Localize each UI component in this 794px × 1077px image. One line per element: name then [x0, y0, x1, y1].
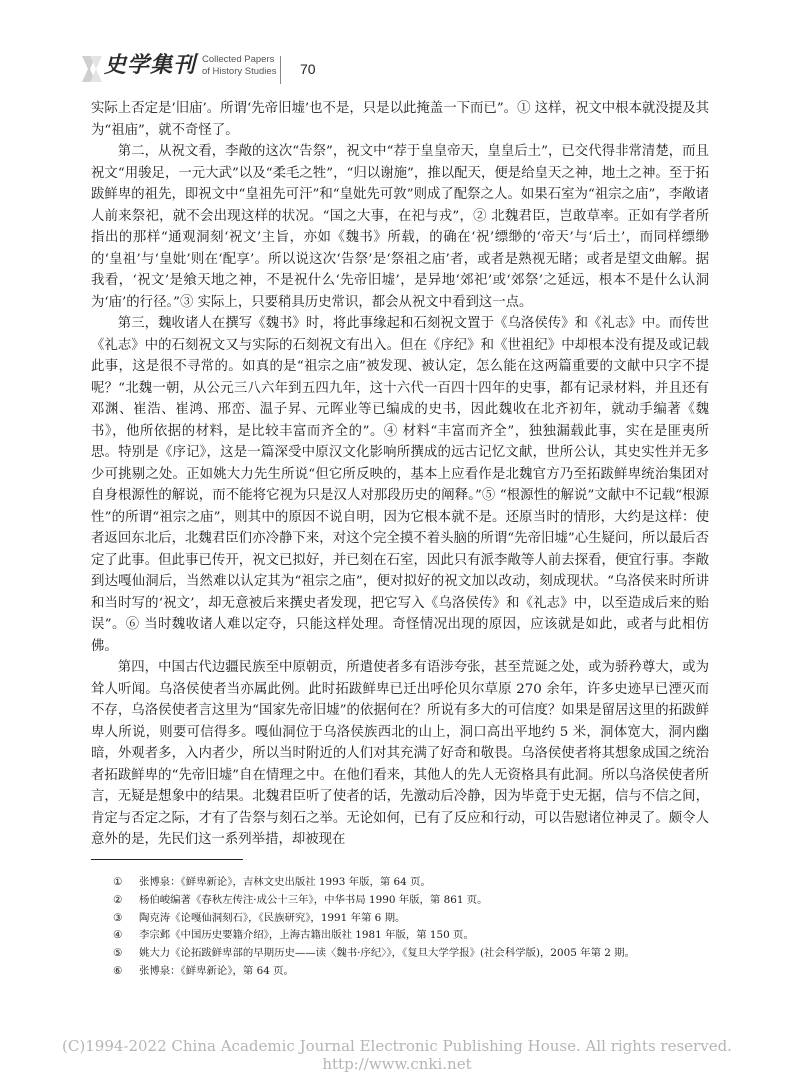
journal-title-cn: 史学集刊 — [104, 52, 197, 78]
footnote-mark: ④ — [113, 929, 123, 942]
footnote-item — [113, 892, 709, 910]
footnote-item — [113, 927, 709, 945]
footnote-mark: ③ — [113, 911, 123, 924]
footnote-text: 陶克涛《论嘎仙洞刻石》，《民族研究》，1991 年第 6 期。 — [139, 911, 406, 924]
paragraph: 第四，中国古代边疆民族至中原朝贡，所遣使者多有语涉夸张，甚至荒诞之处，或为骄矜尊大，或为耸人听闻。乌洛侯使者当亦属此例。此时拓跋鲜卑已迁出呼伦贝尔草原 270 余年，许多史迹早已湮灭而不存，乌洛侯使者言这里为“国家先帝旧墟”的依据何在？所说有多大的可信度？如果是留居这里的拓跋鲜卑人所说，则要可信得多。嘎仙洞位于乌洛侯族西北的山上，洞口高出平地约 5 米，洞体宽大，洞内幽暗，外观者多，入内者少，所以当时附近的人们对其充满了好奇和敬畏。乌洛侯使者将其想象成国之统治者拓跋鲜卑的“先帝旧墟”自在情理之中。在他们看来，其他人的先人无资格具有此洞。所以乌洛侯使者所言，无疑是想象中的结果。北魏君臣听了使者的话，先激动后冷静，因为毕竟于史无据，信与不信之间，肯定与否定之际，才有了告祭与刻石之举。无论如何，已有了反应和行动，可以告慰诸位神灵了。颇令人意外的是，先民们这一系列举措，却被现在 — [91, 660, 709, 847]
footnote-item — [113, 874, 709, 892]
journal-title-en — [202, 54, 276, 78]
footnote-mark: ① — [113, 876, 123, 888]
footnote-text: 张博泉：《鲜卑新论》，吉林文史出版社 1993 年版，第 64 页。 — [139, 876, 431, 888]
journal-title-en-line1: Collected Papers — [202, 54, 275, 65]
journal-title-en-line2: of History Studies — [202, 66, 277, 77]
footnotes — [113, 874, 709, 981]
footnote-text: 杨伯峻编著《春秋左传注·成公十三年》，中华书局 1990 年版，第 861 页。 — [139, 893, 488, 906]
article-body — [91, 98, 709, 851]
footnote-mark: ⑥ — [113, 964, 123, 977]
page-header — [82, 48, 642, 92]
paragraph: 第二，从祝文看，李敞的这次“告祭”，祝文中“荐于皇皇帝天，皇皇后土”，已交代得非常清楚，而且祝文“用骏足，一元大武”以及“柔毛之牲”，“归以谢施”，推以配天，便是给皇天之神，地土之神。至于拓跋鲜卑的祖先，即祝文中“皇祖先可汗”和“皇妣先可敦”则成了配祭之人。如果石室为“祖宗之庙”，李敞诸人前来祭祀，就不会出现这样的状况。“国之大事，在祀与戎”，② 北魏君臣，岂敢草率。正如有学者所指出的那样“通观洞刻‘祝文’主旨，亦如《魏书》所载，的确在‘祝’缥缈的‘帝天’与‘后土’，而同样缥缈的‘皇祖’与‘皇妣’则在‘配享’。所以说这次‘告祭’是‘祭祖之庙’者，或者是熟视无睹；或者是望文曲解。据我看，‘祝文’是飨天地之神，不是祝什么‘先帝旧墟’，是异地‘郊祀’或‘郊祭’之延远，根本不是什么认洞为‘庙’的行径。”③ 实际上，只要稍具历史常识，都会从祝文中看到这一点。 — [91, 144, 709, 310]
paragraph: 第三，魏收诸人在撰写《魏书》时，将此事缘起和石刻祝文置于《乌洛侯传》和《礼志》中。而传世《礼志》中的石刻祝文又与实际的石刻祝文有出入。但在《序纪》和《世祖纪》中却根本没有提及或记载此事，这是很不寻常的。如真的是“祖宗之庙”被发现、被认定，怎么能在这两篇重要的文献中只字不提呢？“北魏一朝，从公元三八六年到五四九年，这十六代一百四十四年的史事，都有记录材料，并且还有邓渊、崔浩、崔鸿、邢峦、温子昇、元晖业等已编成的史书，因此魏收在北齐初年，就动手编著《魏书》，他所依据的材料，是比较丰富而齐全的”。④ 材料“丰富而齐全”，独独漏载此事，实在是匪夷所思。特别是《序记》，这是一篇深受中原汉文化影响所撰成的远古记忆文献，世所公认，其史实性并无多少可挑剔之处。正如姚大力先生所说“但它所反映的，基本上应看作是北魏官方乃至拓跋鲜卑统治集团对自身根源性的解说，而不能将它视为只是汉人对那段历史的阐释。”⑤ “根源性的解说”文献中不记载“根源性”的所谓“祖宗之庙”，则其中的原因不说自明，因为它根本就不是。还原当时的情形，大约是这样：使者返回东北后，北魏君臣们亦冷静下来，对这个完全摸不着头脑的所谓“先帝旧墟”心生疑问，所以最后否定了此事。但此事已传开，祝文已拟好，并已刻在石室，因此只有派李敞等人前去探看，便宜行事。李敞到达嘎仙洞后，当然难以认定其为“祖宗之庙”，便对拟好的祝文加以改动，刻成现状。“乌洛侯来时所讲和当时写的‘祝文’，却无意被后来撰史者发现，把它写入《乌洛侯传》和《礼志》中，以至造成后来的贻误”。⑥ 当时魏收诸人难以定夺，只能这样处理。奇怪情况出现的原因，应该就是如此，或者与此相仿佛。 — [91, 316, 709, 654]
footnote-text: 姚大力《论拓跋鲜卑部的早期历史——读〈魏书·序纪〉》，《复旦大学学报》(社会科学版)，2005 年第 2 期。 — [139, 947, 635, 960]
footnote-divider — [91, 859, 243, 860]
footnote-item — [113, 910, 709, 928]
copyright-watermark: (C)1994-2022 China Academic Journal Electronic Publishing House. All rights reserved. http://www.cnki.net — [62, 1037, 732, 1073]
footnote-text: 张博泉：《鲜卑新论》，第 64 页。 — [139, 964, 294, 977]
footnote-item — [113, 963, 709, 981]
footnote-item — [113, 945, 709, 963]
footnote-mark: ⑤ — [113, 947, 123, 960]
footnote-text: 李宗邺《中国历史要籍介绍》，上海古籍出版社 1981 年版，第 150 页。 — [139, 929, 474, 942]
paragraph: 实际上否定是‘旧庙’。所谓‘先帝旧墟’也不是，只是以此掩盖一下而已”。① 这样，祝文中根本就没提及其为“祖庙”，就不奇怪了。 — [91, 101, 709, 138]
page-number: 70 — [300, 61, 316, 77]
footnote-mark: ② — [113, 893, 123, 906]
header-divider — [280, 56, 281, 84]
